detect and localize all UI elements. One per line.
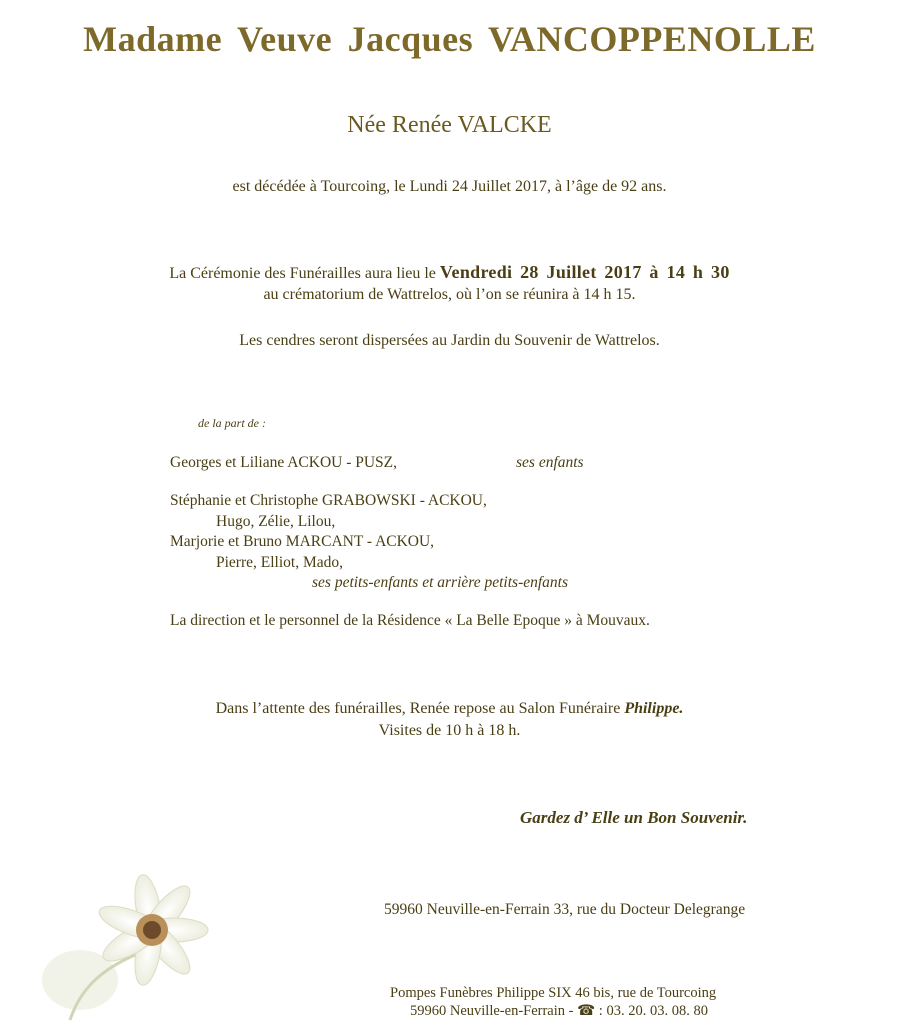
wake-line [0,700,899,718]
ceremony-date: Vendredi 28 Juillet 2017 à 14 h 30 [439,262,730,282]
footer-city: 59960 Neuville-en-Ferrain - [410,1003,578,1019]
birth-name: Née Renée VALCKE [347,112,552,138]
wake-text: Dans l’attente des funérailles, Renée repose au Salon Funéraire [215,700,625,717]
from-label: de la part de : [198,416,266,430]
residence-line: La direction et le personnel de la Résidence « La Belle Epoque » à Mouvaux. [170,612,650,629]
family-line-1: Stéphanie et Christophe GRABOWSKI - ACKOU, [170,492,487,509]
visiting-hours: Visites de 10 h à 18 h. [378,722,521,739]
footer-line-1: Pompes Funèbres Philippe SIX 46 bis, rue de Tourcoing [390,985,717,1001]
deceased-name: Madame Veuve Jacques VANCOPPENOLLE [83,19,816,59]
family-line-3: Marjorie et Bruno MARCANT - ACKOU, [170,533,435,550]
family-line-2: Hugo, Zélie, Lilou, [216,513,336,530]
salon-name: Philippe. [624,700,684,717]
family-line-4: Pierre, Elliot, Mado, [216,554,343,571]
ceremony-line [0,262,899,283]
footer-line-2 [410,1003,708,1020]
flower-image [40,860,210,1024]
closing-phrase: Gardez d’ Elle un Bon Souvenir. [520,808,748,827]
grandchildren-role: ses petits-enfants et arrière petits-enfants [312,574,568,591]
telephone-icon: ☎ [577,1003,596,1019]
children-names: Georges et Liliane ACKOU - PUSZ, [170,454,398,471]
ceremony-intro: La Cérémonie des Funérailles aura lieu le [169,265,440,282]
footer-phone: : 03. 20. 03. 08. 80 [595,1003,708,1019]
ashes-notice: Les cendres seront dispersées au Jardin du Souvenir de Wattrelos. [239,332,660,349]
address-line: 59960 Neuville-en-Ferrain 33, rue du Docteur Delegrange [384,901,746,918]
ceremony-place: au crématorium de Wattrelos, où l’on se réunira à 14 h 15. [263,286,636,303]
death-notice: est décédée à Tourcoing, le Lundi 24 Juillet 2017, à l’âge de 92 ans. [232,178,667,195]
children-role: ses enfants [516,454,584,471]
